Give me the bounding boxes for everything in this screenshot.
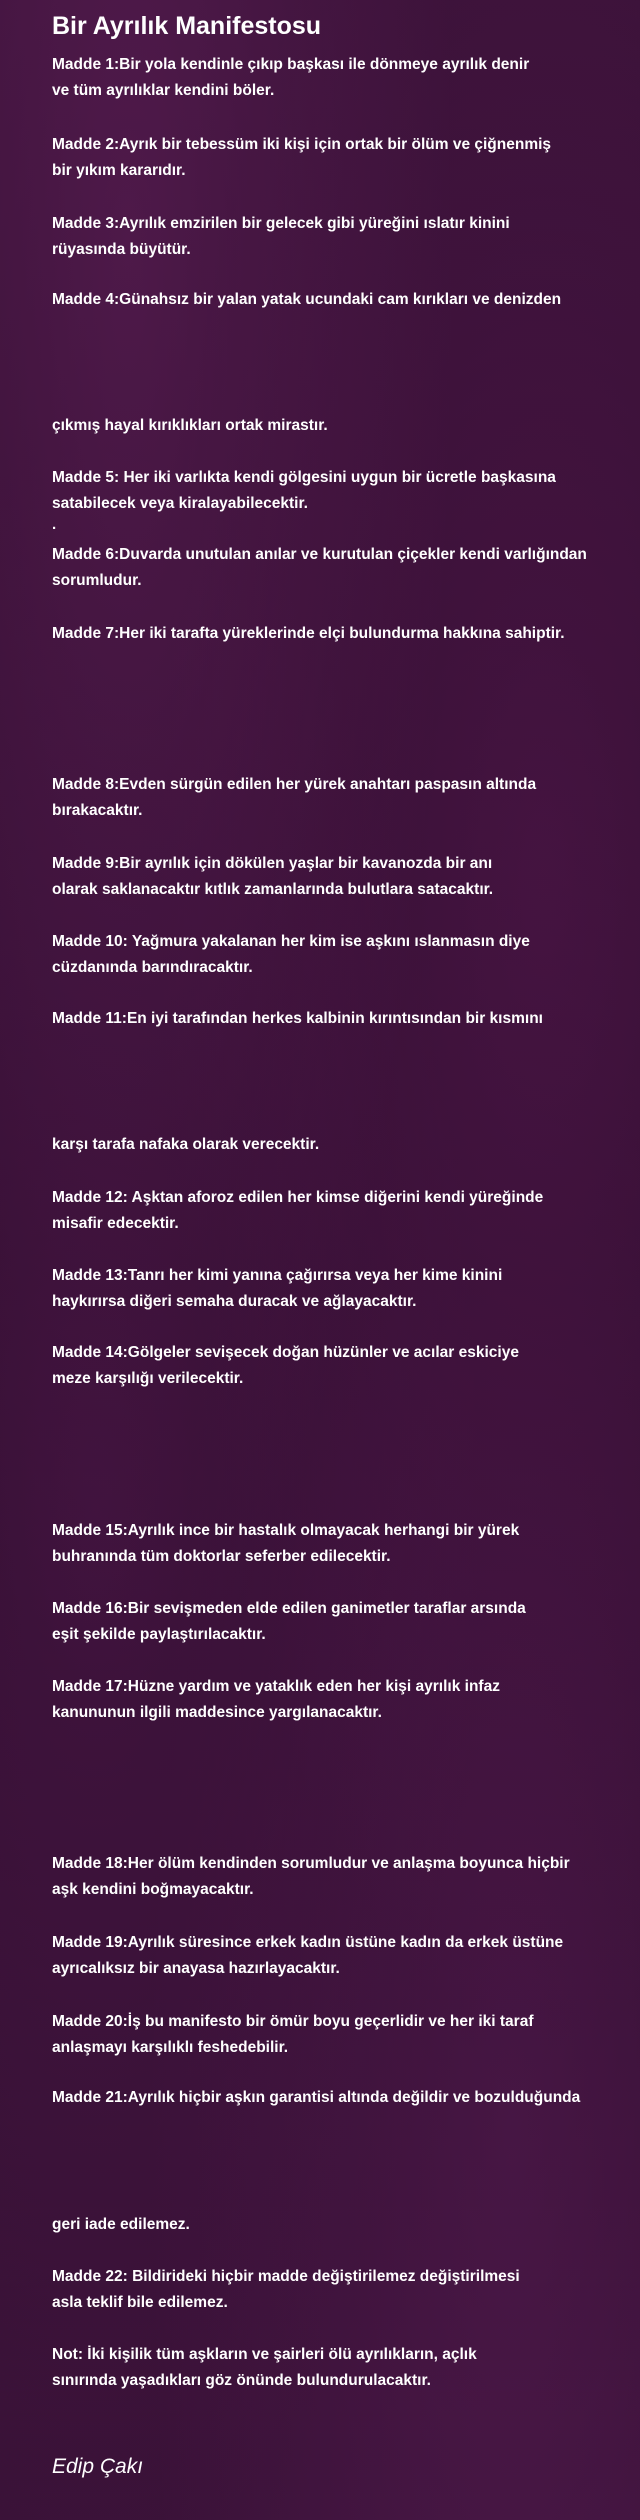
poem-line: Madde 11:En iyi tarafından herkes kalbinin kırıntısından bir kısmını: [52, 1010, 543, 1027]
poem-line: Madde 2:Ayrık bir tebessüm iki kişi için ortak bir ölüm ve çiğnenmiş: [52, 136, 552, 153]
poem-line: Madde 7:Her iki tarafta yüreklerinde elçi bulundurma hakkına sahiptir.: [52, 625, 565, 642]
poem-line: Madde 20:İş bu manifesto bir ömür boyu geçerlidir ve her iki taraf: [52, 2013, 534, 2030]
poem-line: Madde 9:Bir ayrılık için dökülen yaşlar bir kavanozda bir anı: [52, 855, 493, 872]
poem-line: Madde 14:Gölgeler sevişecek doğan hüzünler ve acılar eskiciye: [52, 1344, 519, 1361]
poem-line: Madde 16:Bir sevişmeden elde edilen ganimetler taraflar arsında: [52, 1600, 526, 1617]
author-signature: Edip Çakı: [52, 2455, 144, 2478]
poem-line: Madde 18:Her ölüm kendinden sorumludur ve anlaşma boyunca hiçbir: [52, 1855, 570, 1872]
poem-line: Madde 5: Her iki varlıkta kendi gölgesini uygun bir ücretle başkasına: [52, 469, 556, 486]
poem-line: geri iade edilemez.: [52, 2216, 190, 2233]
poem-line: rüyasında büyütür.: [52, 241, 191, 258]
poem-line: meze karşılığı verilecektir.: [52, 1370, 244, 1387]
poem-line: aşk kendini boğmayacaktır.: [52, 1881, 254, 1898]
poem-line: Madde 22: Bildirideki hiçbir madde değiştirilemez değiştirilmesi: [52, 2268, 520, 2285]
poem-line: karşı tarafa nafaka olarak verecektir.: [52, 1136, 320, 1153]
poem-line: buhranında tüm doktorlar seferber edilecektir.: [52, 1548, 391, 1565]
poem-line: Madde 3:Ayrılık emzirilen bir gelecek gibi yüreğini ıslatır kinini: [52, 215, 510, 232]
poem-line: Madde 21:Ayrılık hiçbir aşkın garantisi altında değildir ve bozulduğunda: [52, 2089, 581, 2106]
poem-line: olarak saklanacaktır kıtlık zamanlarında bulutlara satacaktır.: [52, 881, 494, 898]
poem-line: asla teklif bile edilemez.: [52, 2294, 228, 2311]
page-title: Bir Ayrılık Manifestosu: [52, 12, 322, 40]
poem-line: ayrıcalıksız bir anayasa hazırlayacaktır.: [52, 1960, 340, 1977]
poem-line: Madde 10: Yağmura yakalanan her kim ise aşkını ıslanmasın diye: [52, 933, 530, 950]
poem-line: Madde 15:Ayrılık ince bir hastalık olmayacak herhangi bir yürek: [52, 1522, 520, 1539]
poem-line: Madde 17:Hüzne yardım ve yataklık eden her kişi ayrılık infaz: [52, 1678, 500, 1695]
poem-line: Madde 6:Duvarda unutulan anılar ve kurutulan çiçekler kendi varlığından: [52, 546, 587, 563]
poem-line: anlaşmayı karşılıklı feshedebilir.: [52, 2039, 289, 2056]
note-line: sınırında yaşadıkları göz önünde bulundurulacaktır.: [52, 2372, 431, 2389]
poem-line: kanununun ilgili maddesince yargılanacaktır.: [52, 1704, 382, 1721]
poem-line: Madde 4:Günahsız bir yalan yatak ucundaki cam kırıkları ve denizden: [52, 291, 562, 308]
note-line: Not: İki kişilik tüm aşkların ve şairleri ölü ayrılıkların, açlık: [52, 2346, 477, 2363]
poem-line: Madde 1:Bir yola kendinle çıkıp başkası ile dönmeye ayrılık denir: [52, 56, 530, 73]
poem-line: eşit şekilde paylaştırılacaktır.: [52, 1626, 266, 1643]
poem-line: sorumludur.: [52, 572, 142, 589]
poem-line: Madde 8:Evden sürgün edilen her yürek anahtarı paspasın altında: [52, 776, 537, 793]
poem-line: bırakacaktır.: [52, 802, 143, 819]
poem-line: çıkmış hayal kırıklıkları ortak mirastır.: [52, 417, 328, 434]
poem-line: Madde 12: Aşktan aforoz edilen her kimse diğerini kendi yüreğinde: [52, 1189, 544, 1206]
separator-dot: .: [52, 516, 57, 533]
poem-line: Madde 13:Tanrı her kimi yanına çağırırsa veya her kime kinini: [52, 1267, 503, 1284]
poem-line: cüzdanında barındıracaktır.: [52, 959, 253, 976]
poem-line: bir yıkım kararıdır.: [52, 162, 186, 179]
poem-line: misafir edecektir.: [52, 1215, 179, 1232]
poem-line: haykırırsa diğeri semaha duracak ve ağlayacaktır.: [52, 1293, 417, 1310]
poem-line: ve tüm ayrılıklar kendini böler.: [52, 82, 275, 99]
poem-line: Madde 19:Ayrılık süresince erkek kadın üstüne kadın da erkek üstüne: [52, 1934, 564, 1951]
poem-line: satabilecek veya kiralayabilecektir.: [52, 495, 308, 512]
